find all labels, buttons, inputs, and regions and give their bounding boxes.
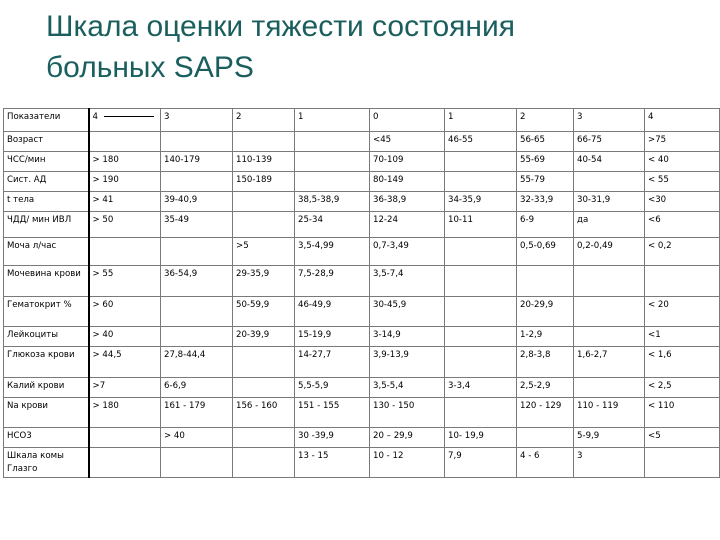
score-range-cell: 110-139 <box>233 152 295 172</box>
score-range-cell: 120 - 129 <box>517 398 574 428</box>
score-range-cell <box>517 428 574 448</box>
header-label: 2 <box>236 112 242 122</box>
header-label: 0 <box>373 112 379 122</box>
parameter-name: Возраст <box>4 132 89 152</box>
header-score <box>161 109 233 132</box>
score-range-cell <box>233 132 295 152</box>
score-range-cell: 1,6-2,7 <box>574 347 645 378</box>
score-range-cell <box>161 132 233 152</box>
score-range-cell: 3-3,4 <box>445 378 517 398</box>
score-range-cell: 20 – 29,9 <box>370 428 445 448</box>
table-row <box>4 448 720 478</box>
header-score <box>89 109 161 132</box>
score-range-cell: 30 -39,9 <box>295 428 370 448</box>
score-range-cell: < 20 <box>645 297 720 327</box>
score-range-cell: 27,8-44,4 <box>161 347 233 378</box>
score-range-cell <box>161 297 233 327</box>
score-range-cell: < 2,5 <box>645 378 720 398</box>
header-score <box>574 109 645 132</box>
score-range-cell <box>233 448 295 478</box>
parameter-name: Лейкоциты <box>4 327 89 347</box>
score-range-cell <box>645 448 720 478</box>
score-range-cell <box>233 347 295 378</box>
header-score <box>645 109 720 132</box>
score-range-cell: 3,5-5,4 <box>370 378 445 398</box>
score-range-cell: 36-38,9 <box>370 192 445 212</box>
score-range-cell: >5 <box>233 238 295 266</box>
score-range-cell <box>445 266 517 297</box>
saps-score-table <box>3 108 720 478</box>
score-range-cell <box>89 132 161 152</box>
table-row <box>4 192 720 212</box>
table-row <box>4 327 720 347</box>
score-range-cell: < 1,6 <box>645 347 720 378</box>
score-range-cell: 0,7-3,49 <box>370 238 445 266</box>
header-label: 4 <box>92 112 98 122</box>
score-range-cell: 36-54,9 <box>161 266 233 297</box>
score-range-cell <box>574 297 645 327</box>
score-range-cell: > 40 <box>89 327 161 347</box>
score-range-cell: 30-45,9 <box>370 297 445 327</box>
parameter-name: НСО3 <box>4 428 89 448</box>
score-range-cell: < 55 <box>645 172 720 192</box>
score-range-cell <box>445 347 517 378</box>
score-range-cell: 20-29,9 <box>517 297 574 327</box>
score-range-cell: 6-6,9 <box>161 378 233 398</box>
score-range-cell: 66-75 <box>574 132 645 152</box>
score-range-cell: > 44,5 <box>89 347 161 378</box>
score-range-cell <box>295 132 370 152</box>
score-range-cell: 2,5-2,9 <box>517 378 574 398</box>
header-label: 3 <box>577 112 583 122</box>
score-range-cell: 50-59,9 <box>233 297 295 327</box>
score-range-cell: < 0,2 <box>645 238 720 266</box>
score-range-cell <box>574 327 645 347</box>
score-range-cell: 5-9,9 <box>574 428 645 448</box>
header-score <box>445 109 517 132</box>
score-range-cell: 3 <box>574 448 645 478</box>
score-range-cell: > 40 <box>161 428 233 448</box>
title-line-1: Шкала оценки тяжести состояния <box>46 10 515 43</box>
header-label: Показатели <box>7 112 61 122</box>
score-range-cell: 151 - 155 <box>295 398 370 428</box>
score-range-cell <box>233 378 295 398</box>
score-range-cell: 6-9 <box>517 212 574 238</box>
parameter-name: Сист. АД <box>4 172 89 192</box>
score-range-cell: > 180 <box>89 398 161 428</box>
score-range-cell: <1 <box>645 327 720 347</box>
table-row <box>4 212 720 238</box>
score-range-cell <box>574 378 645 398</box>
score-range-cell: 14-27,7 <box>295 347 370 378</box>
score-range-cell: 40-54 <box>574 152 645 172</box>
table-row <box>4 152 720 172</box>
score-range-cell: <6 <box>645 212 720 238</box>
score-range-cell: <5 <box>645 428 720 448</box>
table-row <box>4 132 720 152</box>
score-range-cell <box>233 428 295 448</box>
score-range-cell <box>161 327 233 347</box>
score-range-cell: 20-39,9 <box>233 327 295 347</box>
score-range-cell: 10 - 12 <box>370 448 445 478</box>
score-range-cell: > 50 <box>89 212 161 238</box>
header-decorative-line <box>104 116 154 117</box>
score-range-cell: 46-55 <box>445 132 517 152</box>
score-range-cell: 34-35,9 <box>445 192 517 212</box>
score-range-cell <box>233 192 295 212</box>
score-range-cell: 110 - 119 <box>574 398 645 428</box>
score-range-cell: 56-65 <box>517 132 574 152</box>
header-label: 3 <box>164 112 170 122</box>
score-range-cell: > 41 <box>89 192 161 212</box>
score-range-cell <box>295 172 370 192</box>
header-label: 1 <box>448 112 454 122</box>
score-range-cell: 35-49 <box>161 212 233 238</box>
score-range-cell <box>161 448 233 478</box>
score-range-cell: >7 <box>89 378 161 398</box>
score-range-cell: 29-35,9 <box>233 266 295 297</box>
score-range-cell: 140-179 <box>161 152 233 172</box>
score-range-cell: 38,5-38,9 <box>295 192 370 212</box>
score-range-cell: 13 - 15 <box>295 448 370 478</box>
table-row <box>4 378 720 398</box>
score-range-cell <box>89 238 161 266</box>
score-range-cell: 5,5-5,9 <box>295 378 370 398</box>
score-range-cell: 3,5-4,99 <box>295 238 370 266</box>
score-range-cell: 10-11 <box>445 212 517 238</box>
score-range-cell <box>161 172 233 192</box>
score-range-cell <box>645 266 720 297</box>
score-range-cell <box>574 266 645 297</box>
score-range-cell: 25-34 <box>295 212 370 238</box>
table-row <box>4 398 720 428</box>
score-range-cell <box>233 212 295 238</box>
header-score <box>295 109 370 132</box>
parameter-name: Гематокрит % <box>4 297 89 327</box>
parameter-name: ЧСС/мин <box>4 152 89 172</box>
parameter-name: Моча л/час <box>4 238 89 266</box>
parameter-name: Na крови <box>4 398 89 428</box>
score-range-cell: 2,8-3,8 <box>517 347 574 378</box>
table-row <box>4 238 720 266</box>
table-row <box>4 347 720 378</box>
score-range-cell: 3,9-13,9 <box>370 347 445 378</box>
score-range-cell: 55-69 <box>517 152 574 172</box>
score-range-cell <box>445 172 517 192</box>
score-range-cell: 80-149 <box>370 172 445 192</box>
parameter-name: Калий крови <box>4 378 89 398</box>
score-range-cell: > 60 <box>89 297 161 327</box>
score-range-cell: 46-49,9 <box>295 297 370 327</box>
score-range-cell <box>445 238 517 266</box>
score-range-cell: 161 - 179 <box>161 398 233 428</box>
score-range-cell: 7,5-28,9 <box>295 266 370 297</box>
score-range-cell: 130 - 150 <box>370 398 445 428</box>
header-score <box>517 109 574 132</box>
score-range-cell: 0,5-0,69 <box>517 238 574 266</box>
score-range-cell: 30-31,9 <box>574 192 645 212</box>
parameter-name: Глюкоза крови <box>4 347 89 378</box>
title-line-2: больных SAPS <box>46 51 254 84</box>
score-range-cell: < 40 <box>645 152 720 172</box>
parameter-name: Мочевина крови <box>4 266 89 297</box>
table-header-row <box>4 109 720 132</box>
table-row <box>4 266 720 297</box>
header-label: 2 <box>520 112 526 122</box>
score-range-cell: 150-189 <box>233 172 295 192</box>
parameter-name: ЧДД/ мин ИВЛ <box>4 212 89 238</box>
slide-title <box>46 6 686 88</box>
score-range-cell: < 110 <box>645 398 720 428</box>
score-range-cell <box>89 448 161 478</box>
table-row <box>4 172 720 192</box>
score-range-cell: > 180 <box>89 152 161 172</box>
score-range-cell <box>161 238 233 266</box>
header-score <box>233 109 295 132</box>
score-range-cell: 3-14,9 <box>370 327 445 347</box>
score-range-cell: да <box>574 212 645 238</box>
score-range-cell: 70-109 <box>370 152 445 172</box>
score-range-cell: 32-33,9 <box>517 192 574 212</box>
score-range-cell: 1-2,9 <box>517 327 574 347</box>
score-range-cell: 10- 19,9 <box>445 428 517 448</box>
score-range-cell <box>517 266 574 297</box>
score-range-cell: <30 <box>645 192 720 212</box>
score-range-cell: 15-19,9 <box>295 327 370 347</box>
parameter-name: Шкала комы Глазго <box>4 448 89 478</box>
score-range-cell: > 190 <box>89 172 161 192</box>
score-range-cell <box>574 172 645 192</box>
score-range-cell: 156 - 160 <box>233 398 295 428</box>
score-range-cell: 7,9 <box>445 448 517 478</box>
score-range-cell <box>295 152 370 172</box>
table-row <box>4 297 720 327</box>
score-range-cell: >75 <box>645 132 720 152</box>
score-range-cell <box>445 327 517 347</box>
score-range-cell: > 55 <box>89 266 161 297</box>
score-range-cell <box>89 428 161 448</box>
score-range-cell: 12-24 <box>370 212 445 238</box>
score-range-cell: <45 <box>370 132 445 152</box>
score-range-cell: 0,2-0,49 <box>574 238 645 266</box>
score-range-cell: 4 - 6 <box>517 448 574 478</box>
parameter-name: t тела <box>4 192 89 212</box>
header-indicators <box>4 109 89 132</box>
score-range-cell <box>445 152 517 172</box>
table-row <box>4 428 720 448</box>
score-range-cell: 3,5-7,4 <box>370 266 445 297</box>
score-range-cell <box>445 297 517 327</box>
header-label: 4 <box>648 112 654 122</box>
score-range-cell: 39-40,9 <box>161 192 233 212</box>
score-range-cell <box>445 398 517 428</box>
header-label: 1 <box>298 112 304 122</box>
score-range-cell: 55-79 <box>517 172 574 192</box>
header-score <box>370 109 445 132</box>
